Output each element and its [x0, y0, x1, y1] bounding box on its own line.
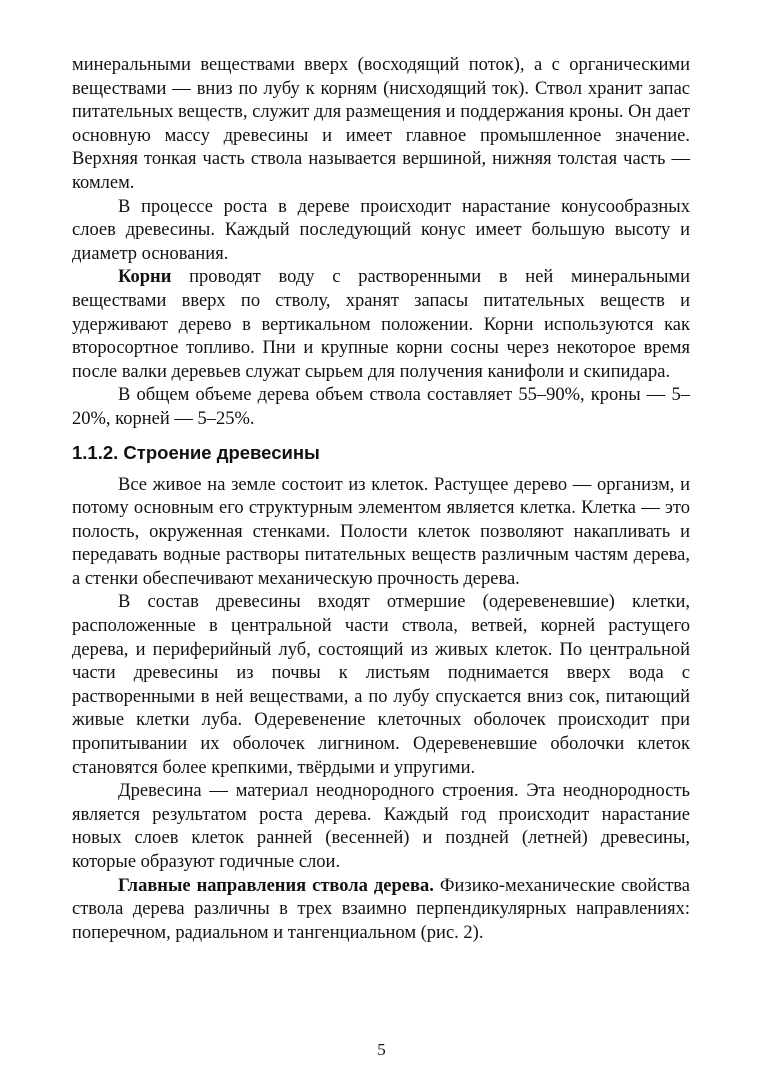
paragraph-roots	[72, 266, 690, 384]
term-roots: Корни	[118, 267, 172, 288]
paragraph-heterogeneity: Древесина — материал неоднородного строения. Эта неоднородность является результатом роста дерева. Каждый год происходит нарастание новых слоев клеток ранней (весенней) и поздней (летней) древесины, которые образуют годичные слои.	[72, 781, 690, 872]
term-main-directions: Главные направления ствола дерева.	[118, 875, 434, 896]
page-number: 5	[377, 1040, 386, 1059]
section-heading: 1.1.2. Строение древесины	[72, 441, 320, 463]
paragraph-trunk-directions-text: Физико-механические свойства ствола дерева различны в трех взаимно перпендикулярных направлениях: поперечном, радиальном и тангенциальном (рис. 2).	[72, 875, 690, 943]
paragraph-roots-text: проводят воду с растворенными в ней минеральными веществами вверх по стволу, хранят запасы питательных веществ и удерживают дерево в вертикальном положении. Корни используются как второсортное топливо. Пни и крупные корни сосны через некоторое время после валки деревьев служат сырьем для получения канифоли и скипидара.	[72, 267, 690, 382]
page-body	[72, 54, 690, 945]
paragraph-trunk-continued: минеральными веществами вверх (восходящий поток), а с органическими веществами — вниз по лубу к корням (нисходящий ток). Ствол хранит запас питательных веществ, служит для размещения и поддержания кроны. Он дает основную массу древесины и имеет главное промышленное значение. Верхняя тонкая часть ствола называется вершиной, нижняя толстая часть — комлем.	[72, 55, 690, 193]
paragraph-wood-composition: В состав древесины входят отмершие (одеревеневшие) клетки, расположенные в центральной части ствола, ветвей, корней растущего дерева, и периферийный луб, состоящий из живых клеток. По центральной части древесины из почвы к листьям поднимается вверх вода с растворенными в ней веществами, а по лубу спускается вниз сок, питающий живые клетки луба. Одеревенение клеточных оболочек происходит при пропитывании их оболочек лигнином. Одеревеневшие оболочки клеток становятся более крепкими, твёрдыми и упругими.	[72, 592, 690, 778]
paragraph-growth-cones: В процессе роста в дереве происходит нарастание конусообразных слоев древесины. Каждый последующий конус имеет большую высоту и диаметр основания.	[72, 196, 690, 264]
paragraph-trunk-directions	[72, 875, 690, 946]
paragraph-cells: Все живое на земле состоит из клеток. Растущее дерево — организм, и потому основным его структурным элементом является клетка. Клетка — это полость, окруженная стенками. Полости клеток позволяют накапливать и передавать водные растворы питательных веществ различным частям дерева, а стенки обеспечивают механическую прочность дерева.	[72, 474, 690, 589]
paragraph-volume-shares: В общем объеме дерева объем ствола составляет 55–90%, кроны — 5–20%, корней — 5–25%.	[72, 385, 690, 429]
